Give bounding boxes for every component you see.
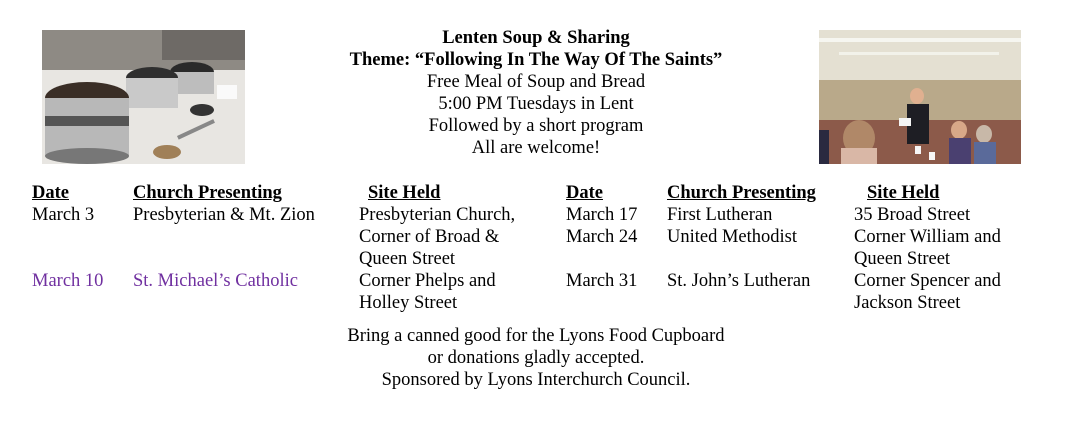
- row-date: March 17: [566, 205, 638, 225]
- footer-line-donations: or donations gladly accepted.: [427, 348, 645, 368]
- row-date: March 3: [32, 205, 95, 225]
- event-theme: Theme: “Following In The Way Of The Saints”: [349, 50, 723, 70]
- row-site-line: Queen Street: [854, 249, 951, 269]
- row-date: March 24: [566, 227, 638, 247]
- row-church: Presbyterian & Mt. Zion: [133, 205, 315, 225]
- event-line-meal: Free Meal of Soup and Bread: [426, 72, 646, 92]
- col-head-church-left: Church Presenting: [133, 183, 282, 203]
- row-date: March 10: [32, 271, 104, 291]
- row-site-line: Holley Street: [359, 293, 458, 313]
- row-church: St. Michael’s Catholic: [133, 271, 298, 291]
- col-head-site-right: Site Held: [867, 183, 940, 203]
- col-head-church-right: Church Presenting: [667, 183, 816, 203]
- meal-gathering-photo: [819, 30, 1021, 164]
- event-header: [260, 27, 812, 159]
- row-site-line: Corner of Broad &: [359, 227, 500, 247]
- col-head-date-left: Date: [32, 183, 69, 203]
- footer-line-sponsor: Sponsored by Lyons Interchurch Council.: [381, 370, 691, 390]
- row-site-line: Corner Phelps and: [359, 271, 496, 291]
- row-church: United Methodist: [667, 227, 798, 247]
- row-date: March 31: [566, 271, 638, 291]
- event-line-time: 5:00 PM Tuesdays in Lent: [438, 94, 634, 114]
- row-church: First Lutheran: [667, 205, 773, 225]
- event-title: Lenten Soup & Sharing: [442, 28, 630, 48]
- row-site-line: Presbyterian Church,: [359, 205, 516, 225]
- row-site-line: Jackson Street: [854, 293, 961, 313]
- col-head-date-right: Date: [566, 183, 603, 203]
- row-site-line: Corner William and: [854, 227, 1001, 247]
- row-site-line: 35 Broad Street: [854, 205, 971, 225]
- soup-pots-photo: [42, 30, 245, 164]
- event-line-program: Followed by a short program: [428, 116, 644, 136]
- row-church: St. John’s Lutheran: [667, 271, 811, 291]
- col-head-site-left: Site Held: [368, 183, 441, 203]
- row-site-line: Corner Spencer and: [854, 271, 1001, 291]
- event-line-welcome: All are welcome!: [471, 138, 601, 158]
- row-site-line: Queen Street: [359, 249, 456, 269]
- event-footer: [260, 325, 812, 391]
- footer-line-cupboard: Bring a canned good for the Lyons Food Cupboard: [347, 326, 725, 346]
